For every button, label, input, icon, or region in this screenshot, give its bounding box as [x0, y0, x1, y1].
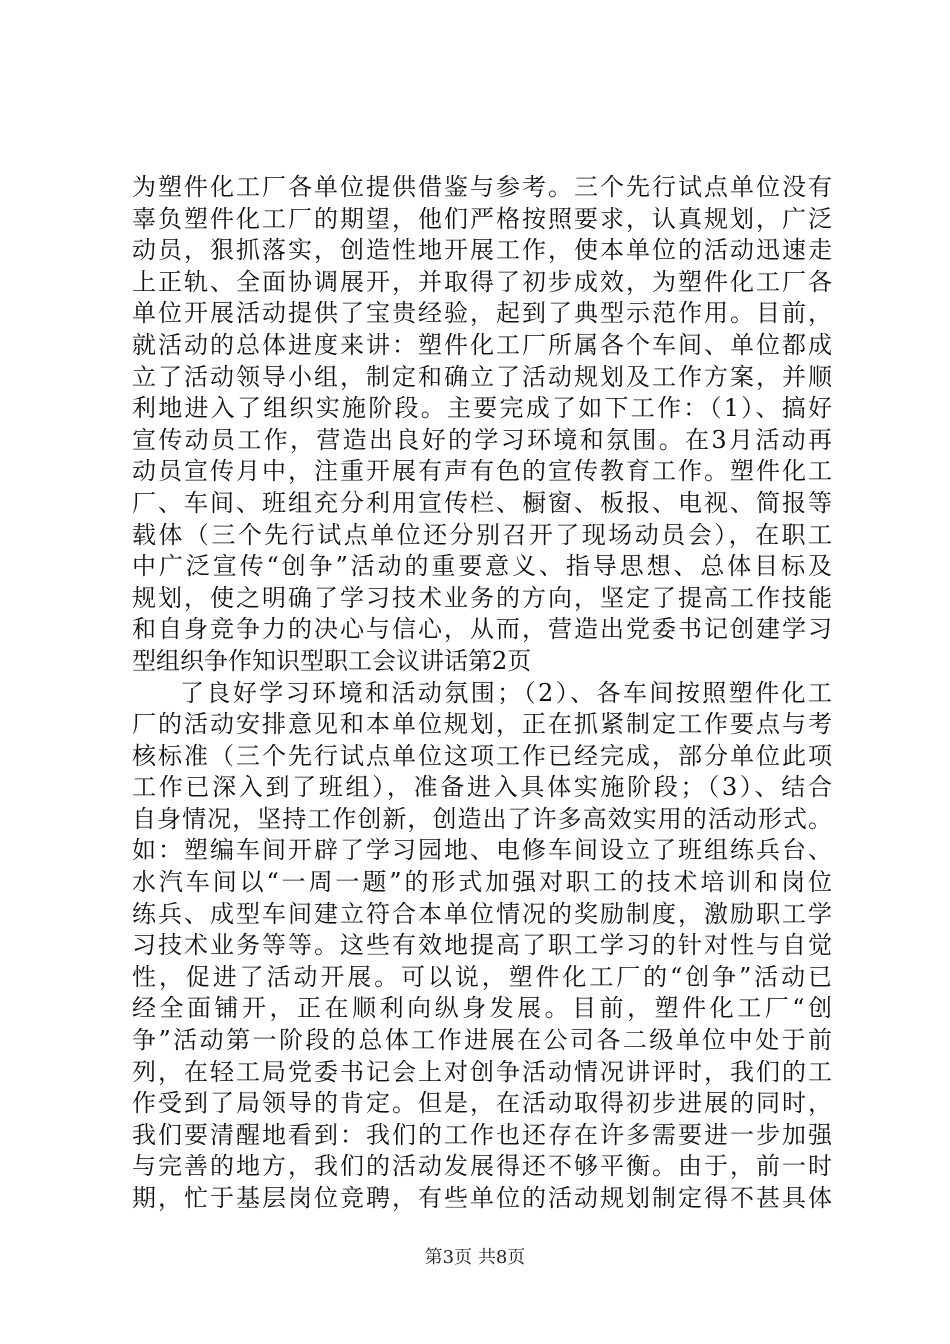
- page-number-label: 第3页 共8页: [424, 1247, 526, 1268]
- text-line: 作受到了局领导的肯定。但是，在活动取得初步进展的同时，: [132, 1089, 832, 1118]
- text-line: 中广泛宣传“创争”活动的重要意义、指导思想、总体目标及: [132, 552, 832, 581]
- text-line: 动员宣传月中，注重开展有声有色的宣传教育工作。塑件化工: [132, 457, 832, 486]
- text-line: 宣传动员工作，营造出良好的学习环境和氛围。在3月活动再: [132, 425, 832, 454]
- text-line: 立了活动领导小组，制定和确立了活动规划及工作方案，并顺: [132, 362, 832, 391]
- text-line: 习技术业务等等。这些有效地提高了职工学习的针对性与自觉: [132, 931, 832, 960]
- page-footer: [0, 1246, 950, 1270]
- text-line: 期，忙于基层岗位竞聘，有些单位的活动规划制定得不甚具体: [132, 1184, 832, 1212]
- text-line: 辜负塑件化工厂的期望，他们严格按照要求，认真规划，广泛: [132, 204, 832, 233]
- text-line: 为塑件化工厂各单位提供借鉴与参考。三个先行试点单位没有: [132, 173, 832, 201]
- text-line-paragraph-start: 了良好学习环境和活动氛围；（2）、各车间按照塑件化工: [180, 678, 832, 707]
- text-line: 与完善的地方，我们的活动发展得还不够平衡。由于，前一时: [132, 1152, 832, 1181]
- text-line: 型组织争作知识型职工会议讲话第2页: [132, 646, 532, 675]
- text-line: 经全面铺开，正在顺利向纵身发展。目前，塑件化工厂“创: [132, 994, 832, 1023]
- text-line: 规划，使之明确了学习技术业务的方向，坚定了提高工作技能: [132, 583, 832, 612]
- text-line: 载体（三个先行试点单位还分别召开了现场动员会），在职工: [132, 520, 832, 549]
- text-line: 动员，狠抓落实，创造性地开展工作，使本单位的活动迅速走: [132, 236, 832, 265]
- body-text: [132, 172, 832, 1215]
- text-line: 利地进入了组织实施阶段。主要完成了如下工作：（1）、搞好: [132, 394, 832, 423]
- text-line: 就活动的总体进度来讲：塑件化工厂所属各个车间、单位都成: [132, 330, 832, 359]
- text-line: 练兵、成型车间建立符合本单位情况的奖励制度，激励职工学: [132, 899, 832, 928]
- text-line: 和自身竞争力的决心与信心，从而，营造出党委书记创建学习: [132, 615, 832, 644]
- text-line: 厂的活动安排意见和本单位规划，正在抓紧制定工作要点与考: [132, 710, 832, 739]
- text-line: 工作已深入到了班组），准备进入具体实施阶段；（3）、结合: [132, 773, 832, 802]
- text-line: 水汽车间以“一周一题”的形式加强对职工的技术培训和岗位: [132, 868, 832, 897]
- text-line: 厂、车间、班组充分利用宣传栏、橱窗、板报、电视、简报等: [132, 488, 832, 517]
- text-line: 上正轨、全面协调展开，并取得了初步成效，为塑件化工厂各: [132, 267, 832, 296]
- text-line: 核标准（三个先行试点单位这项工作已经完成，部分单位此项: [132, 741, 832, 770]
- text-line: 我们要清醒地看到：我们的工作也还存在许多需要进一步加强: [132, 1120, 832, 1149]
- text-line: 争”活动第一阶段的总体工作进展在公司各二级单位中处于前: [132, 1026, 832, 1055]
- text-line: 如：塑编车间开辟了学习园地、电修车间设立了班组练兵台、: [132, 836, 832, 865]
- text-line: 性，促进了活动开展。可以说，塑件化工厂的“创争”活动已: [132, 962, 832, 991]
- text-line: 单位开展活动提供了宝贵经验，起到了典型示范作用。目前，: [132, 299, 832, 328]
- text-line: 自身情况，坚持工作创新，创造出了许多高效实用的活动形式。: [132, 804, 832, 833]
- text-line: 列，在轻工局党委书记会上对创争活动情况讲评时，我们的工: [132, 1057, 832, 1086]
